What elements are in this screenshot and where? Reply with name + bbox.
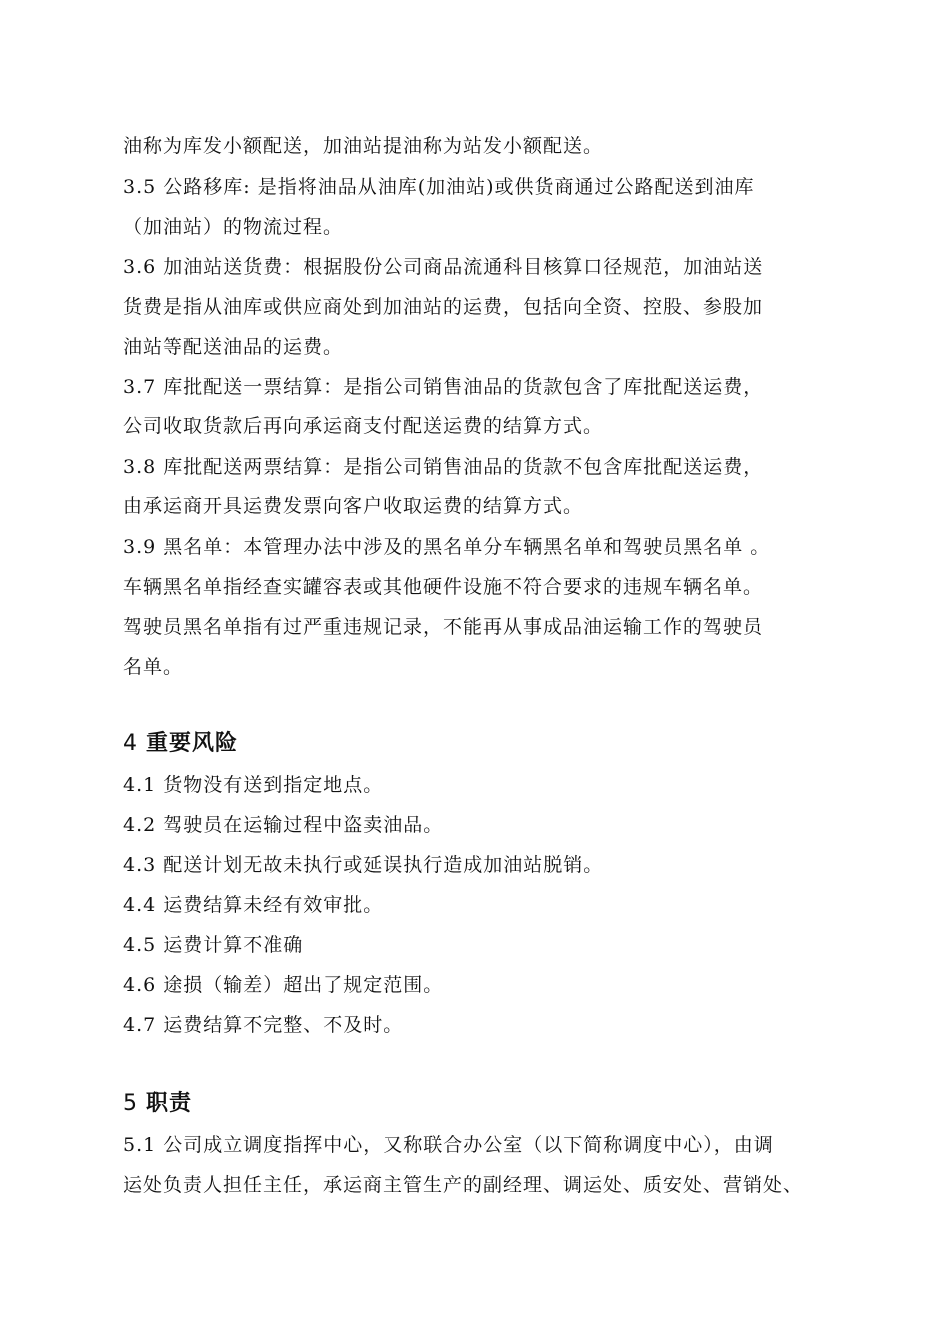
section-heading-duties (123, 1090, 192, 1118)
duty-5-1-line-1: 5.1 公司成立调度指挥中心，又称联合办公室（以下简称调度中心），由调 (123, 1134, 774, 1156)
risk-item-4-5: 4.5 运费计算不准确 (123, 934, 304, 956)
section-title: 重要风险 (146, 731, 239, 756)
section-heading-risks (123, 730, 238, 758)
section-number: 5 (123, 1091, 138, 1116)
section-title: 职责 (146, 1091, 193, 1116)
risk-item-4-7: 4.7 运费结算不完整、不及时。 (123, 1014, 404, 1036)
definition-3-6-line-2: 货费是指从油库或供应商处到加油站的运费，包括向全资、控股、参股加 (123, 296, 764, 318)
paragraph-line: 油称为库发小额配送，加油站提油称为站发小额配送。 (123, 135, 604, 157)
section-number: 4 (123, 731, 138, 756)
definition-3-8-line-2: 由承运商开具运费发票向客户收取运费的结算方式。 (123, 495, 584, 517)
definition-3-9-line-2: 车辆黑名单指经查实罐容表或其他硬件设施不符合要求的违规车辆名单。 (123, 576, 764, 598)
definition-3-8-line-1: 3.8 库批配送两票结算：是指公司销售油品的货款不包含库批配送运费， (123, 456, 764, 478)
definition-3-5-line-1: 3.5 公路移库: 是指将油品从油库(加油站)或供货商通过公路配送到油库 (123, 176, 755, 198)
definition-3-7-line-1: 3.7 库批配送一票结算：是指公司销售油品的货款包含了库批配送运费， (123, 376, 764, 398)
definition-3-6-line-1: 3.6 加油站送货费：根据股份公司商品流通科目核算口径规范，加油站送 (123, 256, 764, 278)
risk-item-4-3: 4.3 配送计划无故未执行或延误执行造成加油站脱销。 (123, 854, 604, 876)
risk-item-4-1: 4.1 货物没有送到指定地点。 (123, 774, 384, 796)
definition-3-6-line-3: 油站等配送油品的运费。 (123, 336, 344, 358)
duty-5-1-line-2: 运处负责人担任主任，承运商主管生产的副经理、调运处、质安处、营销处、 (123, 1174, 804, 1196)
risk-item-4-6: 4.6 途损（输差）超出了规定范围。 (123, 974, 444, 996)
definition-3-7-line-2: 公司收取货款后再向承运商支付配送运费的结算方式。 (123, 415, 604, 437)
definition-3-9-line-1: 3.9 黑名单：本管理办法中涉及的黑名单分车辆黑名单和驾驶员黑名单 。 (123, 536, 771, 558)
risk-item-4-2: 4.2 驾驶员在运输过程中盗卖油品。 (123, 814, 444, 836)
definition-3-5-line-2: （加油站）的物流过程。 (123, 216, 344, 238)
definition-3-9-line-3: 驾驶员黑名单指有过严重违规记录，不能再从事成品油运输工作的驾驶员 (123, 616, 764, 638)
definition-3-9-line-4: 名单。 (123, 656, 184, 678)
risk-item-4-4: 4.4 运费结算未经有效审批。 (123, 894, 384, 916)
